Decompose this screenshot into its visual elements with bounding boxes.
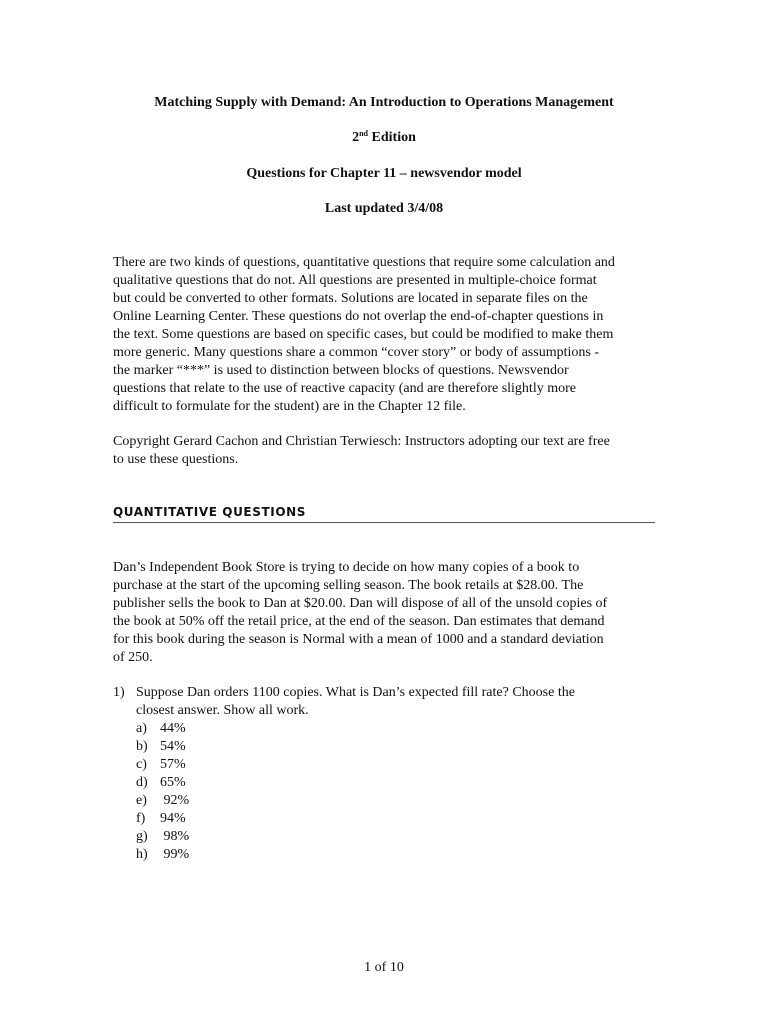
section-heading: QUANTITATIVE QUESTIONS [113,503,655,523]
choice-value: 57% [160,757,186,772]
choice-letter: b) [136,739,148,754]
story-line: of 250. [113,650,153,665]
choice-item [136,792,189,810]
choice-item [136,720,189,738]
edition-word: Edition [371,130,416,145]
intro-line: the text. Some questions are based on specific cases, but could be modified to make them [113,327,614,342]
story-line: for this book during the season is Normal with a mean of 1000 and a standard deviation [113,632,604,647]
choice-item [136,738,189,756]
intro-line: the marker “***” is used to distinction between blocks of questions. Newsvendor [113,363,569,378]
copyright-paragraph [113,433,658,469]
choice-item [136,774,189,792]
edition-line [0,129,768,147]
choice-value: 92% [160,793,190,808]
intro-line: difficult to formulate for the student) are in the Chapter 12 file. [113,399,466,414]
intro-line: but could be converted to other formats. Solutions are located in separate files on the [113,291,588,306]
intro-line: more generic. Many questions share a common “cover story” or body of assumptions - [113,345,599,360]
edition-number: 2 [352,130,360,145]
last-updated: Last updated 3/4/08 [324,201,444,216]
document-title: Matching Supply with Demand: An Introduction to Operations Management [154,95,614,110]
choice-letter: d) [136,775,148,790]
choice-letter: h) [136,847,148,862]
question-number: 1) [113,685,125,700]
choice-value: 65% [160,775,186,790]
choice-value: 44% [160,721,186,736]
choice-value: 98% [160,829,190,844]
story-line: Dan’s Independent Book Store is trying to decide on how many copies of a book to [113,560,580,575]
edition-suffix: nd [359,129,369,138]
question-line: Suppose Dan orders 1100 copies. What is Dan’s expected fill rate? Choose the [136,685,575,700]
question-text [136,684,636,720]
intro-line: Online Learning Center. These questions do not overlap the end-of-chapter questions in [113,309,604,324]
choice-value: 54% [160,739,186,754]
story-line: purchase at the start of the upcoming selling season. The book retails at $28.00. The [113,578,584,593]
choice-letter: f) [136,811,146,826]
choice-value: 99% [160,847,190,862]
intro-paragraph [113,254,658,416]
choice-item [136,756,189,774]
answer-choices [136,720,189,864]
question-line: closest answer. Show all work. [136,703,309,718]
intro-line: qualitative questions that do not. All questions are presented in multiple-choice format [113,273,597,288]
copyright-line: Copyright Gerard Cachon and Christian Terwiesch: Instructors adopting our text are free [113,434,610,449]
intro-line: There are two kinds of questions, quantitative questions that require some calculation and [113,255,615,270]
choice-item [136,828,189,846]
cover-story-paragraph [113,559,658,667]
choice-item [136,810,189,828]
page-number: 1 of 10 [364,960,404,975]
choice-item [136,846,189,864]
choice-letter: c) [136,757,147,772]
choice-letter: g) [136,829,148,844]
choice-value: 94% [160,811,186,826]
choice-letter: a) [136,721,147,736]
story-line: publisher sells the book to Dan at $20.00. Dan will dispose of all of the unsold copies of [113,596,608,611]
document-subtitle: Questions for Chapter 11 – newsvendor model [246,166,522,181]
story-line: the book at 50% off the retail price, at the end of the season. Dan estimates that demand [113,614,605,629]
copyright-line: to use these questions. [113,452,239,467]
intro-line: questions that relate to the use of reactive capacity (and are therefore slightly more [113,381,576,396]
choice-letter: e) [136,793,147,808]
